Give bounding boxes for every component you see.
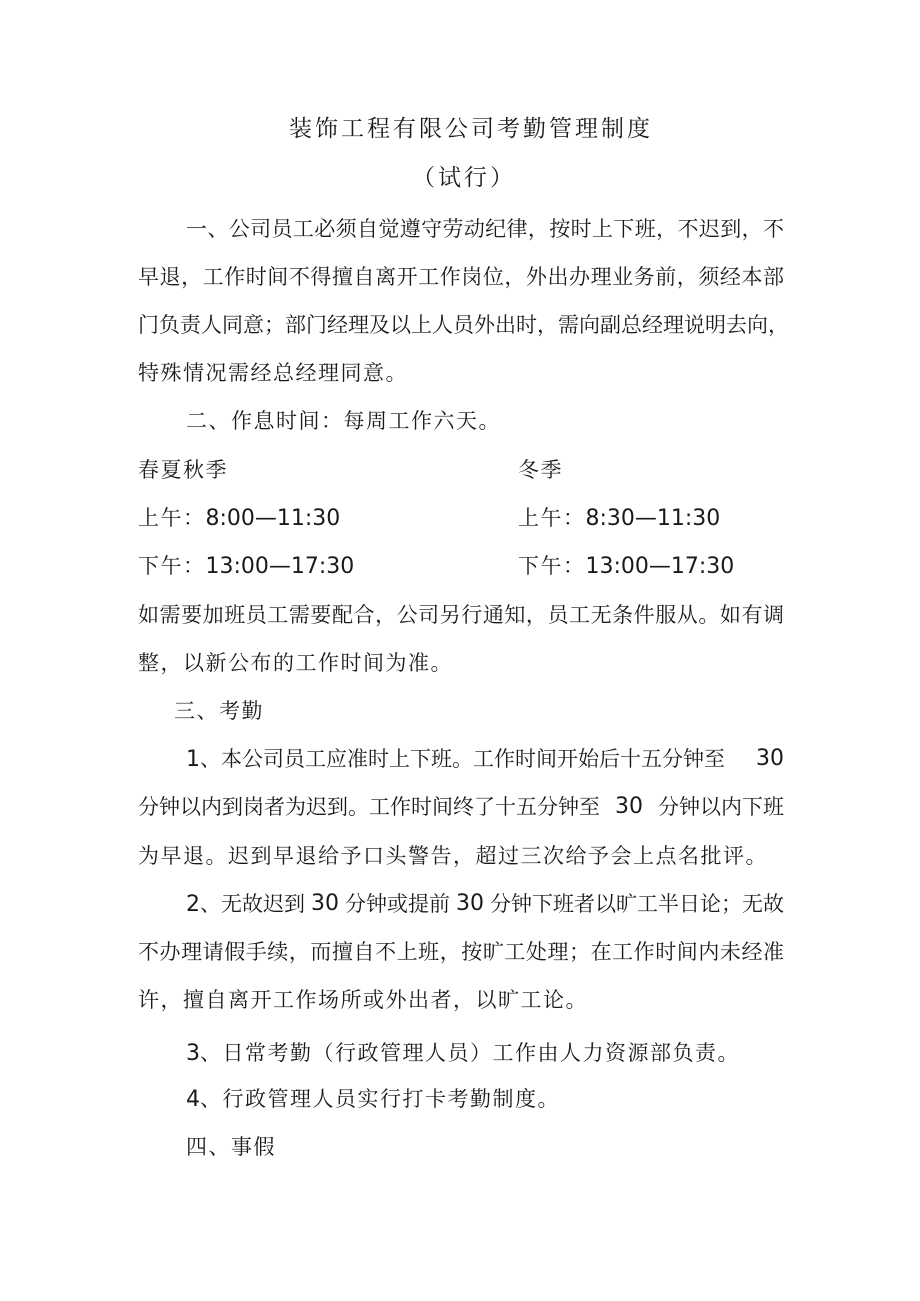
item2-number: 2 <box>186 892 200 917</box>
item3-text: 、日常考勤（行政管理人员）工作由人力资源部负责。 <box>200 1041 740 1065</box>
section2-note-line1: 如需要加班员工需要配合，公司另行通知，员工无条件服从。如有调 <box>138 603 784 627</box>
item4 <box>186 1084 560 1115</box>
item2-line1-num1: 30 <box>311 891 339 916</box>
schedule-col2-am-label: 上午： <box>518 506 586 530</box>
item1-number: 1 <box>186 747 200 772</box>
schedule-col1-label: 春夏秋季 <box>138 458 228 482</box>
item2-line2: 不办理请假手续，而擅自不上班，按旷工处理；在工作时间内未经准 <box>138 940 784 964</box>
section1-line4: 特殊情况需经总经理同意。 <box>138 361 408 385</box>
item1-line3: 为早退。迟到早退给予口头警告，超过三次给予会上点名批评。 <box>138 844 768 868</box>
document-subtitle: （试行） <box>412 165 516 191</box>
item1-line2-num: 30 <box>615 794 643 819</box>
item2-line1-num2: 30 <box>456 891 484 916</box>
schedule-col1-pm-value: 13:00—17:30 <box>205 554 355 579</box>
section3-heading: 三、考勤 <box>174 699 264 723</box>
document-title: 装饰工程有限公司考勤管理制度 <box>289 116 653 142</box>
schedule-col1-am-value: 8:00—11:30 <box>205 506 341 531</box>
schedule-col2-pm-value: 13:00—17:30 <box>585 554 735 579</box>
schedule-col1-pm-label: 下午： <box>138 554 206 578</box>
section4-heading: 四、事假 <box>186 1135 276 1159</box>
schedule-col1-am-label: 上午： <box>138 506 206 530</box>
item2-line1 <box>186 889 784 920</box>
item3-number: 3 <box>186 1041 200 1066</box>
schedule-col1-pm <box>138 551 354 582</box>
schedule-col2-pm <box>518 551 734 582</box>
section1-line2: 早退，工作时间不得擅自离开工作岗位，外出办理业务前，须经本部 <box>138 265 784 289</box>
item1-line2-a: 分钟以内到岗者为迟到。工作时间终了十五分钟至 <box>138 795 600 819</box>
item2-line1-c: 分钟下班者以旷工半日论；无故 <box>490 892 784 916</box>
section2-note-line2: 整，以新公布的工作时间为准。 <box>138 651 453 675</box>
item4-text: 、行政管理人员实行打卡考勤制度。 <box>200 1087 560 1111</box>
item1-line1-text <box>186 744 725 775</box>
section2-heading: 二、作息时间：每周工作六天。 <box>186 409 501 433</box>
item1-line1 <box>186 744 784 775</box>
item3 <box>186 1038 740 1069</box>
section1-line3: 门负责人同意；部门经理及以上人员外出时，需向副总经理说明去向， <box>138 313 789 337</box>
item1-line2-b: 分钟以内下班 <box>658 795 784 819</box>
schedule-col2-pm-label: 下午： <box>518 554 586 578</box>
item1-line2 <box>138 792 784 822</box>
item2-line3: 许，擅自离开工作场所或外出者，以旷工论。 <box>138 988 588 1012</box>
item1-line1-num: 30 <box>756 746 784 771</box>
schedule-col2-am <box>518 503 720 534</box>
schedule-col1-am <box>138 503 340 534</box>
item4-number: 4 <box>186 1087 200 1112</box>
item1-line1-rest: 、本公司员工应准时上下班。工作时间开始后十五分钟至 <box>200 747 725 771</box>
schedule-col2-label: 冬季 <box>518 458 563 482</box>
item2-line1-b: 分钟或提前 <box>345 892 450 916</box>
section1-line1: 一、公司员工必须自觉遵守劳动纪律，按时上下班，不迟到，不 <box>186 217 784 241</box>
item2-line1-start <box>186 889 305 920</box>
schedule-col2-am-value: 8:30—11:30 <box>585 506 721 531</box>
item2-line1-a: 、无故迟到 <box>200 892 305 916</box>
